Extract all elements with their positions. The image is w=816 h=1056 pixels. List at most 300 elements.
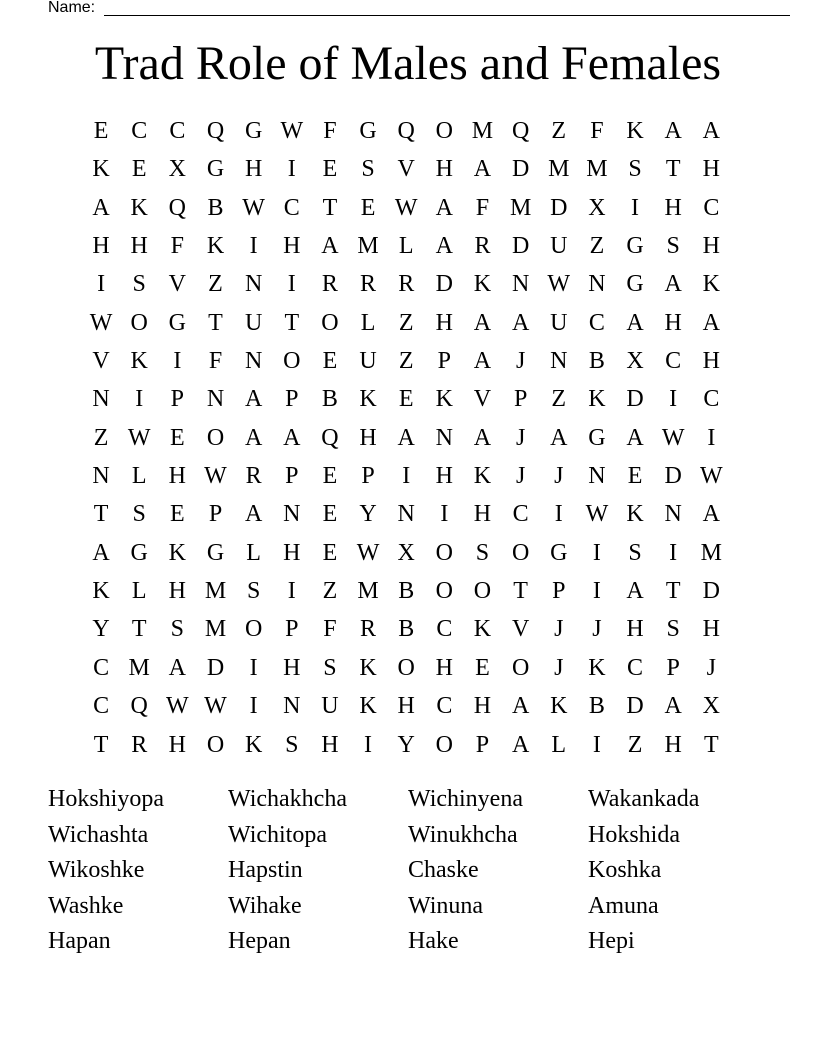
grid-letter: H — [435, 309, 453, 336]
grid-letter: Y — [92, 616, 110, 643]
grid-letter: Z — [551, 118, 567, 144]
grid-letter: M — [548, 156, 570, 183]
grid-letter: H — [397, 693, 415, 720]
grid-letter: J — [592, 616, 602, 643]
grid-letter: G — [206, 156, 225, 183]
grid-letter: Y — [397, 731, 415, 758]
grid-letter: V — [168, 271, 187, 298]
grid-letter: P — [475, 731, 490, 758]
grid-letter: C — [665, 348, 682, 375]
grid-letter: B — [588, 693, 605, 720]
grid-letter: B — [398, 616, 415, 643]
grid-row — [82, 572, 730, 610]
grid-letter: N — [206, 386, 225, 413]
grid-letter: F — [475, 194, 490, 221]
grid-letter: D — [626, 386, 644, 413]
grid-letter: J — [515, 348, 526, 375]
word-list-item: Washke — [48, 892, 124, 919]
grid-letter: P — [666, 654, 680, 681]
grid-letter: L — [398, 233, 414, 260]
grid-letter: W — [356, 539, 380, 566]
grid-letter: M — [586, 156, 608, 183]
grid-letter: H — [664, 194, 682, 221]
grid-row — [82, 342, 730, 380]
grid-letter: I — [402, 463, 411, 490]
grid-letter: P — [285, 386, 299, 413]
grid-letter: N — [283, 501, 301, 528]
word-list-item: Wichashta — [48, 821, 149, 848]
grid-letter: I — [669, 539, 678, 566]
grid-letter: E — [322, 348, 338, 375]
grid-letter: D — [435, 271, 453, 298]
grid-letter: K — [92, 578, 110, 605]
grid-letter: S — [132, 501, 146, 528]
grid-letter: E — [322, 156, 338, 183]
word-list-item: Hapan — [48, 928, 111, 954]
grid-letter: B — [321, 386, 338, 413]
grid-letter: E — [322, 501, 338, 528]
grid-letter: R — [474, 233, 491, 260]
grid-row — [82, 687, 730, 725]
grid-letter: A — [321, 233, 339, 260]
grid-letter: M — [357, 233, 379, 260]
grid-letter: H — [473, 501, 492, 528]
grid-letter: Z — [93, 424, 109, 451]
grid-letter: F — [323, 616, 337, 643]
grid-letter: T — [703, 731, 719, 758]
grid-letter: T — [665, 578, 681, 605]
grid-letter: E — [170, 424, 185, 451]
grid-letter: V — [397, 156, 415, 183]
grid-letter: I — [592, 578, 601, 605]
grid-letter: O — [206, 424, 225, 451]
grid-letter: I — [173, 348, 182, 375]
grid-letter: T — [131, 616, 147, 643]
grid-letter: L — [551, 731, 567, 758]
grid-row — [82, 649, 730, 687]
grid-letter: E — [627, 463, 643, 490]
letter-grid — [82, 112, 730, 764]
grid-letter: H — [168, 731, 187, 758]
grid-letter: F — [323, 118, 337, 144]
grid-letter: K — [92, 156, 110, 183]
grid-row — [82, 457, 730, 495]
grid-letter: H — [664, 731, 682, 758]
grid-letter: K — [130, 348, 148, 375]
word-list — [48, 782, 768, 960]
grid-letter: G — [359, 118, 377, 144]
grid-letter: T — [284, 309, 300, 336]
grid-letter: M — [700, 539, 722, 566]
grid-letter: N — [588, 271, 606, 298]
word-list-item: Hokshida — [588, 821, 680, 848]
grid-letter: K — [359, 654, 377, 681]
grid-letter: W — [547, 271, 571, 298]
grid-letter: W — [89, 309, 113, 336]
grid-letter: O — [206, 731, 225, 758]
grid-letter: E — [360, 194, 376, 221]
grid-letter: X — [702, 693, 720, 720]
grid-letter: N — [244, 271, 263, 298]
grid-letter: A — [511, 731, 530, 758]
grid-letter: U — [359, 348, 377, 375]
grid-letter: Z — [322, 578, 338, 605]
grid-letter: E — [93, 118, 109, 144]
grid-letter: O — [244, 616, 263, 643]
grid-letter: N — [511, 271, 530, 298]
grid-letter: H — [321, 731, 339, 758]
grid-letter: C — [93, 654, 110, 681]
grid-letter: P — [437, 348, 452, 375]
grid-letter: A — [168, 654, 187, 681]
grid-letter: K — [206, 233, 225, 260]
grid-letter: X — [588, 194, 606, 221]
grid-letter: N — [92, 386, 110, 413]
grid-letter: U — [321, 693, 339, 720]
grid-letter: P — [552, 578, 566, 605]
grid-letter: A — [626, 309, 644, 336]
grid-letter: H — [435, 156, 453, 183]
grid-letter: D — [626, 693, 644, 720]
grid-letter: A — [435, 194, 453, 221]
grid-letter: P — [285, 616, 299, 643]
grid-letter: S — [666, 233, 680, 260]
word-list-item: Hokshiyopa — [48, 786, 164, 812]
grid-letter: H — [435, 463, 453, 490]
grid-letter: R — [360, 616, 377, 643]
grid-letter: D — [702, 578, 720, 605]
grid-letter: P — [170, 386, 185, 413]
grid-letter: U — [550, 309, 568, 336]
grid-letter: O — [397, 654, 415, 681]
grid-letter: A — [664, 118, 682, 144]
grid-row — [82, 265, 730, 303]
grid-letter: H — [702, 348, 720, 375]
grid-letter: X — [397, 539, 415, 566]
grid-letter: J — [554, 463, 564, 490]
grid-letter: I — [669, 386, 678, 413]
grid-letter: A — [702, 118, 720, 144]
grid-letter: H — [664, 309, 682, 336]
grid-letter: O — [435, 731, 453, 758]
grid-letter: F — [590, 118, 604, 144]
grid-letter: P — [361, 463, 375, 490]
grid-letter: K — [626, 501, 644, 528]
grid-letter: D — [550, 194, 568, 221]
grid-letter: A — [664, 693, 682, 720]
word-list-item: Winuna — [408, 892, 484, 919]
grid-letter: A — [702, 501, 720, 528]
grid-letter: A — [92, 539, 110, 566]
grid-letter: Q — [511, 118, 530, 144]
grid-letter: L — [131, 463, 147, 490]
grid-letter: J — [554, 616, 564, 643]
grid-letter: K — [473, 271, 492, 298]
grid-letter: G — [130, 539, 148, 566]
grid-letter: A — [397, 424, 415, 451]
grid-letter: C — [169, 118, 186, 144]
word-list-item: Wichinyena — [408, 786, 523, 812]
grid-letter: A — [435, 233, 453, 260]
grid-letter: W — [127, 424, 151, 451]
grid-letter: R — [398, 271, 415, 298]
grid-letter: I — [135, 386, 144, 413]
grid-letter: L — [360, 309, 376, 336]
name-label: Name: — [48, 0, 96, 16]
grid-letter: I — [287, 578, 296, 605]
grid-letter: C — [436, 693, 453, 720]
grid-letter: G — [244, 118, 263, 144]
grid-letter: E — [170, 501, 185, 528]
grid-letter: K — [550, 693, 568, 720]
grid-letter: I — [249, 654, 258, 681]
grid-letter: A — [244, 386, 263, 413]
grid-letter: N — [588, 463, 606, 490]
grid-letter: W — [699, 463, 723, 490]
grid-letter: S — [132, 271, 146, 298]
word-list-item: Wichitopa — [228, 821, 327, 848]
grid-letter: O — [321, 309, 339, 336]
word-list-item: Hake — [408, 928, 459, 954]
grid-letter: W — [166, 693, 189, 720]
grid-letter: M — [204, 616, 227, 643]
grid-letter: G — [588, 424, 606, 451]
grid-row — [82, 495, 730, 533]
grid-letter: T — [322, 194, 338, 221]
word-list-item: Wikoshke — [48, 857, 145, 883]
grid-letter: E — [398, 386, 414, 413]
grid-letter: C — [703, 194, 720, 221]
name-field — [48, 0, 95, 17]
grid-letter: W — [204, 693, 227, 720]
grid-letter: I — [287, 156, 296, 183]
grid-letter: R — [321, 271, 338, 298]
grid-letter: A — [702, 309, 720, 336]
grid-letter: A — [244, 424, 263, 451]
grid-letter: I — [287, 271, 296, 298]
grid-letter: Z — [627, 731, 643, 758]
grid-letter: O — [435, 118, 453, 144]
grid-letter: W — [585, 501, 609, 528]
grid-letter: M — [509, 194, 532, 221]
grid-letter: Q — [206, 118, 225, 144]
grid-letter: H — [244, 156, 263, 183]
grid-letter: O — [283, 348, 301, 375]
grid-letter: C — [588, 309, 605, 336]
grid-letter: O — [435, 578, 453, 605]
grid-letter: G — [550, 539, 568, 566]
grid-letter: U — [550, 233, 568, 260]
grid-letter: M — [204, 578, 227, 605]
grid-letter: A — [473, 348, 492, 375]
grid-letter: E — [322, 539, 338, 566]
grid-letter: A — [92, 194, 110, 221]
grid-letter: X — [626, 348, 644, 375]
grid-letter: T — [513, 578, 528, 605]
grid-letter: E — [131, 156, 147, 183]
word-list-item: Chaske — [408, 857, 479, 883]
grid-row — [82, 419, 730, 457]
grid-letter: S — [628, 156, 642, 183]
grid-letter: C — [283, 194, 300, 221]
grid-letter: I — [440, 501, 449, 528]
grid-row — [82, 610, 730, 648]
grid-letter: C — [512, 501, 529, 528]
grid-letter: T — [93, 731, 109, 758]
grid-row — [82, 380, 730, 418]
grid-letter: K — [244, 731, 263, 758]
grid-letter: S — [170, 616, 185, 643]
grid-letter: A — [511, 309, 530, 336]
grid-letter: M — [128, 654, 150, 681]
grid-letter: N — [244, 348, 263, 375]
grid-letter: Y — [359, 501, 377, 528]
grid-letter: I — [554, 501, 563, 528]
grid-letter: N — [550, 348, 568, 375]
grid-letter: Z — [398, 309, 414, 336]
grid-letter: H — [702, 616, 720, 643]
grid-letter: C — [703, 386, 720, 413]
grid-letter: E — [322, 463, 338, 490]
grid-letter: Z — [398, 348, 414, 375]
grid-letter: H — [283, 654, 301, 681]
grid-letter: S — [323, 654, 337, 681]
grid-letter: F — [208, 348, 223, 375]
grid-letter: S — [285, 731, 299, 758]
grid-row — [82, 726, 730, 764]
grid-letter: H — [168, 578, 187, 605]
grid-letter: B — [588, 348, 605, 375]
grid-letter: J — [515, 424, 526, 451]
grid-letter: A — [283, 424, 301, 451]
grid-letter: V — [92, 348, 110, 375]
grid-letter: R — [360, 271, 377, 298]
grid-letter: G — [626, 233, 644, 260]
grid-letter: Q — [168, 194, 187, 221]
grid-letter: Q — [321, 424, 339, 451]
grid-letter: A — [550, 424, 568, 451]
grid-letter: P — [208, 501, 223, 528]
grid-letter: G — [626, 271, 644, 298]
grid-letter: A — [473, 309, 492, 336]
grid-letter: K — [473, 616, 492, 643]
grid-letter: K — [702, 271, 720, 298]
grid-letter: R — [131, 731, 148, 758]
grid-letter: A — [626, 578, 644, 605]
grid-letter: A — [244, 501, 263, 528]
grid-letter: W — [280, 118, 304, 144]
grid-letter: N — [435, 424, 453, 451]
grid-letter: T — [665, 156, 681, 183]
word-list-item: Hapstin — [228, 857, 303, 883]
grid-letter: M — [471, 118, 494, 144]
grid-row — [82, 304, 730, 342]
grid-letter: B — [398, 578, 415, 605]
word-list-item: Hepan — [228, 928, 291, 954]
grid-letter: D — [511, 233, 530, 260]
grid-row — [82, 112, 730, 150]
grid-letter: V — [473, 386, 492, 413]
grid-letter: W — [204, 463, 227, 490]
grid-letter: N — [664, 501, 682, 528]
grid-letter: C — [93, 693, 110, 720]
grid-letter: Z — [589, 233, 605, 260]
grid-letter: K — [168, 539, 187, 566]
grid-letter: H — [283, 539, 301, 566]
grid-letter: J — [706, 654, 716, 681]
name-underline — [104, 15, 790, 16]
grid-letter: W — [242, 194, 265, 221]
grid-letter: W — [394, 194, 418, 221]
grid-letter: K — [473, 463, 492, 490]
grid-letter: A — [626, 424, 644, 451]
grid-letter: H — [359, 424, 377, 451]
grid-row — [82, 227, 730, 265]
grid-letter: O — [435, 539, 453, 566]
grid-letter: I — [592, 539, 601, 566]
grid-letter: D — [664, 463, 682, 490]
grid-letter: D — [206, 654, 225, 681]
grid-letter: K — [359, 693, 377, 720]
grid-row — [82, 534, 730, 572]
grid-letter: M — [357, 578, 379, 605]
grid-letter: Q — [130, 693, 148, 720]
grid-letter: J — [554, 654, 564, 681]
page-title: Trad Role of Males and Females — [94, 37, 722, 90]
grid-letter: T — [93, 501, 109, 528]
grid-letter: A — [473, 424, 492, 451]
grid-letter: T — [208, 309, 223, 336]
grid-letter: G — [168, 309, 187, 336]
grid-letter: I — [249, 233, 258, 260]
grid-letter: A — [473, 156, 492, 183]
grid-row — [82, 150, 730, 188]
word-list-item: Wihake — [228, 892, 302, 919]
grid-letter: P — [513, 386, 528, 413]
grid-letter: K — [359, 386, 377, 413]
grid-letter: N — [92, 463, 110, 490]
grid-letter: H — [130, 233, 148, 260]
grid-letter: L — [246, 539, 261, 566]
grid-letter: S — [246, 578, 261, 605]
grid-letter: H — [168, 463, 187, 490]
grid-letter: O — [511, 654, 530, 681]
grid-letter: O — [130, 309, 148, 336]
grid-letter: K — [130, 194, 148, 221]
grid-letter: X — [168, 156, 187, 183]
grid-letter: B — [207, 194, 224, 221]
grid-letter: J — [515, 463, 526, 490]
grid-letter: H — [435, 654, 453, 681]
grid-letter: I — [364, 731, 373, 758]
grid-letter: U — [244, 309, 263, 336]
grid-letter: S — [666, 616, 680, 643]
grid-letter: A — [511, 693, 530, 720]
grid-letter: H — [283, 233, 301, 260]
grid-letter: P — [285, 463, 299, 490]
grid-letter: H — [473, 693, 492, 720]
grid-letter: W — [661, 424, 685, 451]
grid-letter: G — [206, 539, 225, 566]
grid-letter: I — [97, 271, 106, 298]
grid-letter: Z — [208, 271, 223, 298]
grid-letter: Z — [551, 386, 567, 413]
grid-letter: I — [707, 424, 716, 451]
grid-letter: K — [626, 118, 644, 144]
grid-letter: O — [511, 539, 530, 566]
grid-letter: F — [170, 233, 185, 260]
word-list-item: Amuna — [588, 892, 659, 919]
